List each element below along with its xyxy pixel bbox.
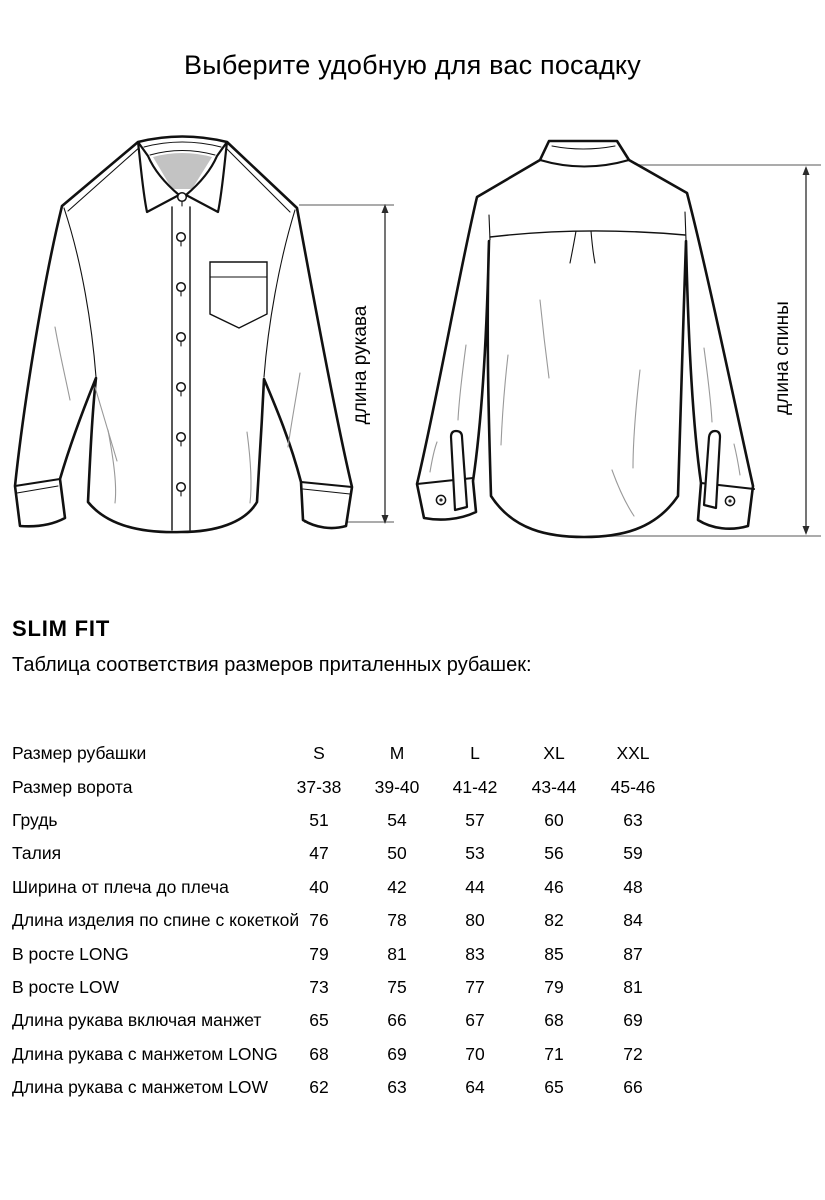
back-length-arrow [803,166,810,535]
size-column-header: XL [543,743,565,764]
row-label: Грудь [12,809,58,830]
table-row [12,971,684,1004]
table-row [12,804,684,837]
row-label: В росте LOW [12,976,120,997]
cell-value: 47 [309,843,329,864]
row-label: Длина рукава с манжетом LOW [12,1077,269,1098]
table-row [12,837,684,870]
table-row [12,937,684,970]
cell-value: 78 [387,910,407,931]
row-label: Талия [12,843,62,864]
cell-value: 83 [465,943,485,964]
row-label: Длина изделия по спине с кокеткой [12,910,300,931]
cell-value: 63 [387,1077,407,1098]
cell-value: 87 [623,943,643,964]
cell-value: 66 [387,1010,407,1031]
cell-value: 62 [309,1077,329,1098]
cell-value: 51 [309,809,329,830]
cell-value: 42 [387,876,407,897]
cell-value: 64 [465,1077,485,1098]
cell-value: 59 [623,843,643,864]
cell-value: 48 [623,876,643,897]
cell-value: 79 [309,943,329,964]
row-label: Длина рукава с манжетом LONG [12,1043,278,1064]
shirt-back-illustration [417,141,754,537]
cell-value: 65 [544,1077,564,1098]
row-label: Ширина от плеча до плеча [12,876,229,897]
cell-value: 67 [465,1010,485,1031]
cell-value: 60 [544,809,564,830]
cell-value: 56 [544,843,564,864]
table-row [12,770,684,803]
cell-value: 40 [309,876,329,897]
cell-value: 70 [465,1043,485,1064]
cell-value: 69 [623,1010,643,1031]
size-table [12,737,684,1104]
cell-value: 82 [544,910,564,931]
table-row [12,904,684,937]
row-label: Размер рубашки [12,743,147,764]
shirt-front-illustration [15,137,352,533]
section-subtitle: Таблица соответствия размеров приталенных рубашек: [12,654,532,676]
cell-value: 85 [544,943,564,964]
shirt-front-figure [8,130,400,544]
size-column-header: XXL [616,743,650,764]
table-header-row [12,737,684,770]
cell-value: 75 [387,976,407,997]
table-row [12,1004,684,1037]
row-label: В росте LONG [12,943,129,964]
cell-value: 76 [309,910,329,931]
sleeve-length-label: длина рукава [350,305,371,425]
back-length-label: длина спины [772,301,793,415]
size-column-header: L [470,743,480,764]
cell-value: 73 [309,976,329,997]
cell-value: 46 [544,876,564,897]
cell-value: 41-42 [452,776,498,797]
table-row [12,1038,684,1071]
cell-value: 54 [387,809,407,830]
shirt-back-figure [403,130,823,544]
cell-value: 81 [623,976,643,997]
page-title: Выберите удобную для вас посадку [184,50,641,80]
table-row [12,871,684,904]
cell-value: 39-40 [374,776,420,797]
cell-value: 68 [309,1043,329,1064]
table-row [12,1071,684,1104]
sleeve-length-arrow [382,204,389,524]
cell-value: 43-44 [531,776,577,797]
cell-value: 53 [465,843,485,864]
cell-value: 71 [544,1043,564,1064]
cell-value: 69 [387,1043,407,1064]
section-heading: SLIM FIT [12,616,111,641]
cell-value: 68 [544,1010,564,1031]
cell-value: 66 [623,1077,643,1098]
cell-value: 65 [309,1010,329,1031]
cell-value: 57 [465,809,485,830]
cell-value: 45-46 [610,776,656,797]
cell-value: 63 [623,809,643,830]
cell-value: 79 [544,976,564,997]
cell-value: 44 [465,876,485,897]
cell-value: 72 [623,1043,643,1064]
cell-value: 37-38 [296,776,342,797]
cell-value: 80 [465,910,485,931]
cell-value: 50 [387,843,407,864]
cell-value: 77 [465,976,485,997]
cell-value: 84 [623,910,643,931]
size-column-header: M [389,743,405,764]
row-label: Размер ворота [12,776,133,797]
size-column-header: S [313,743,325,764]
row-label: Длина рукава включая манжет [12,1010,262,1031]
cell-value: 81 [387,943,407,964]
